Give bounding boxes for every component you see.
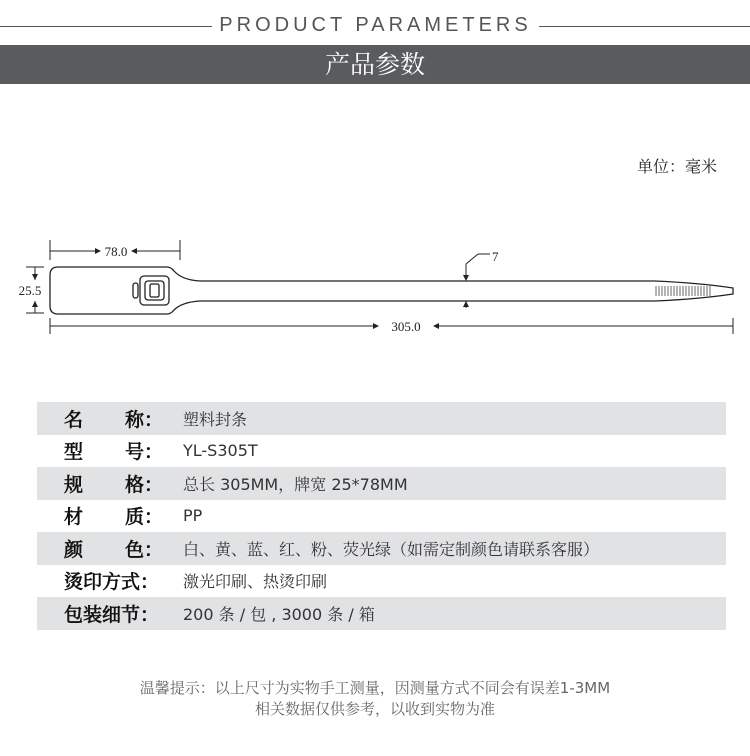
param-value: 白、黄、蓝、红、粉、荧光绿（如需定制颜色请联系客服）: [183, 539, 600, 559]
en-title: PRODUCT PARAMETERS: [219, 14, 532, 36]
param-label: [37, 567, 163, 594]
param-label-part: 颜: [64, 538, 84, 561]
param-label-part: 材: [64, 506, 84, 529]
title-band: [0, 45, 750, 84]
param-label: [37, 502, 163, 529]
param-row: [37, 467, 726, 500]
param-label: [37, 437, 163, 464]
param-value: YL-S305T: [183, 441, 258, 461]
param-label: [37, 535, 163, 562]
note-line-2: 相关数据仅供参考，以收到实物为准: [254, 700, 495, 718]
dim-total-length: [50, 318, 733, 334]
param-value: 总长 305MM，牌宽 25*78MM: [183, 474, 408, 494]
param-label-part: 格：: [124, 473, 163, 496]
dim-tag-height: [19, 267, 44, 313]
header-rule-left: [0, 26, 212, 27]
dim-total-length-label: 305.0: [391, 319, 421, 334]
param-label-part: 型: [64, 441, 84, 464]
param-value: PP: [183, 506, 203, 526]
params-table: [37, 402, 726, 630]
strap-teeth: [656, 286, 710, 296]
dim-strap-thickness-label: 7: [492, 249, 499, 264]
note: [0, 678, 750, 720]
en-header: [0, 10, 750, 40]
param-label: [37, 405, 163, 432]
param-label-part: 质：: [124, 506, 163, 529]
param-row: [37, 500, 726, 533]
param-row: [37, 565, 726, 598]
dim-tag-height-label: 25.5: [18, 283, 42, 298]
param-row: [37, 435, 726, 468]
param-value: 塑料封条: [183, 409, 248, 429]
param-label: [37, 470, 163, 497]
param-label-part: 称：: [124, 408, 163, 431]
unit-label: 单位：毫米: [637, 157, 718, 176]
param-label-part: 号：: [124, 441, 163, 464]
param-label-part: 色：: [124, 538, 163, 561]
page-title: 产品参数: [324, 50, 425, 79]
param-value: 激光印刷、热烫印刷: [183, 572, 328, 592]
param-label: [37, 600, 163, 627]
dim-strap-thickness: [463, 249, 499, 308]
dim-tag-width-label: 78.0: [104, 244, 128, 259]
param-label-part: 名: [64, 408, 84, 431]
param-value: 200 条 / 包 , 3000 条 / 箱: [183, 604, 375, 624]
param-row: [37, 532, 726, 565]
param-row: [37, 402, 726, 435]
dim-tag-width: [50, 240, 180, 260]
param-label-part: 包装细节：: [64, 603, 160, 626]
header-rule-right: [539, 26, 750, 27]
param-label-part: 烫印方式：: [64, 571, 160, 594]
seal-outline: [50, 267, 733, 314]
product-drawing: [0, 230, 750, 340]
param-row: [37, 597, 726, 630]
note-line-1: 温馨提示：以上尺寸为实物手工测量，因测量方式不同会有误差1-3MM: [139, 679, 611, 697]
param-label-part: 规: [64, 473, 84, 496]
